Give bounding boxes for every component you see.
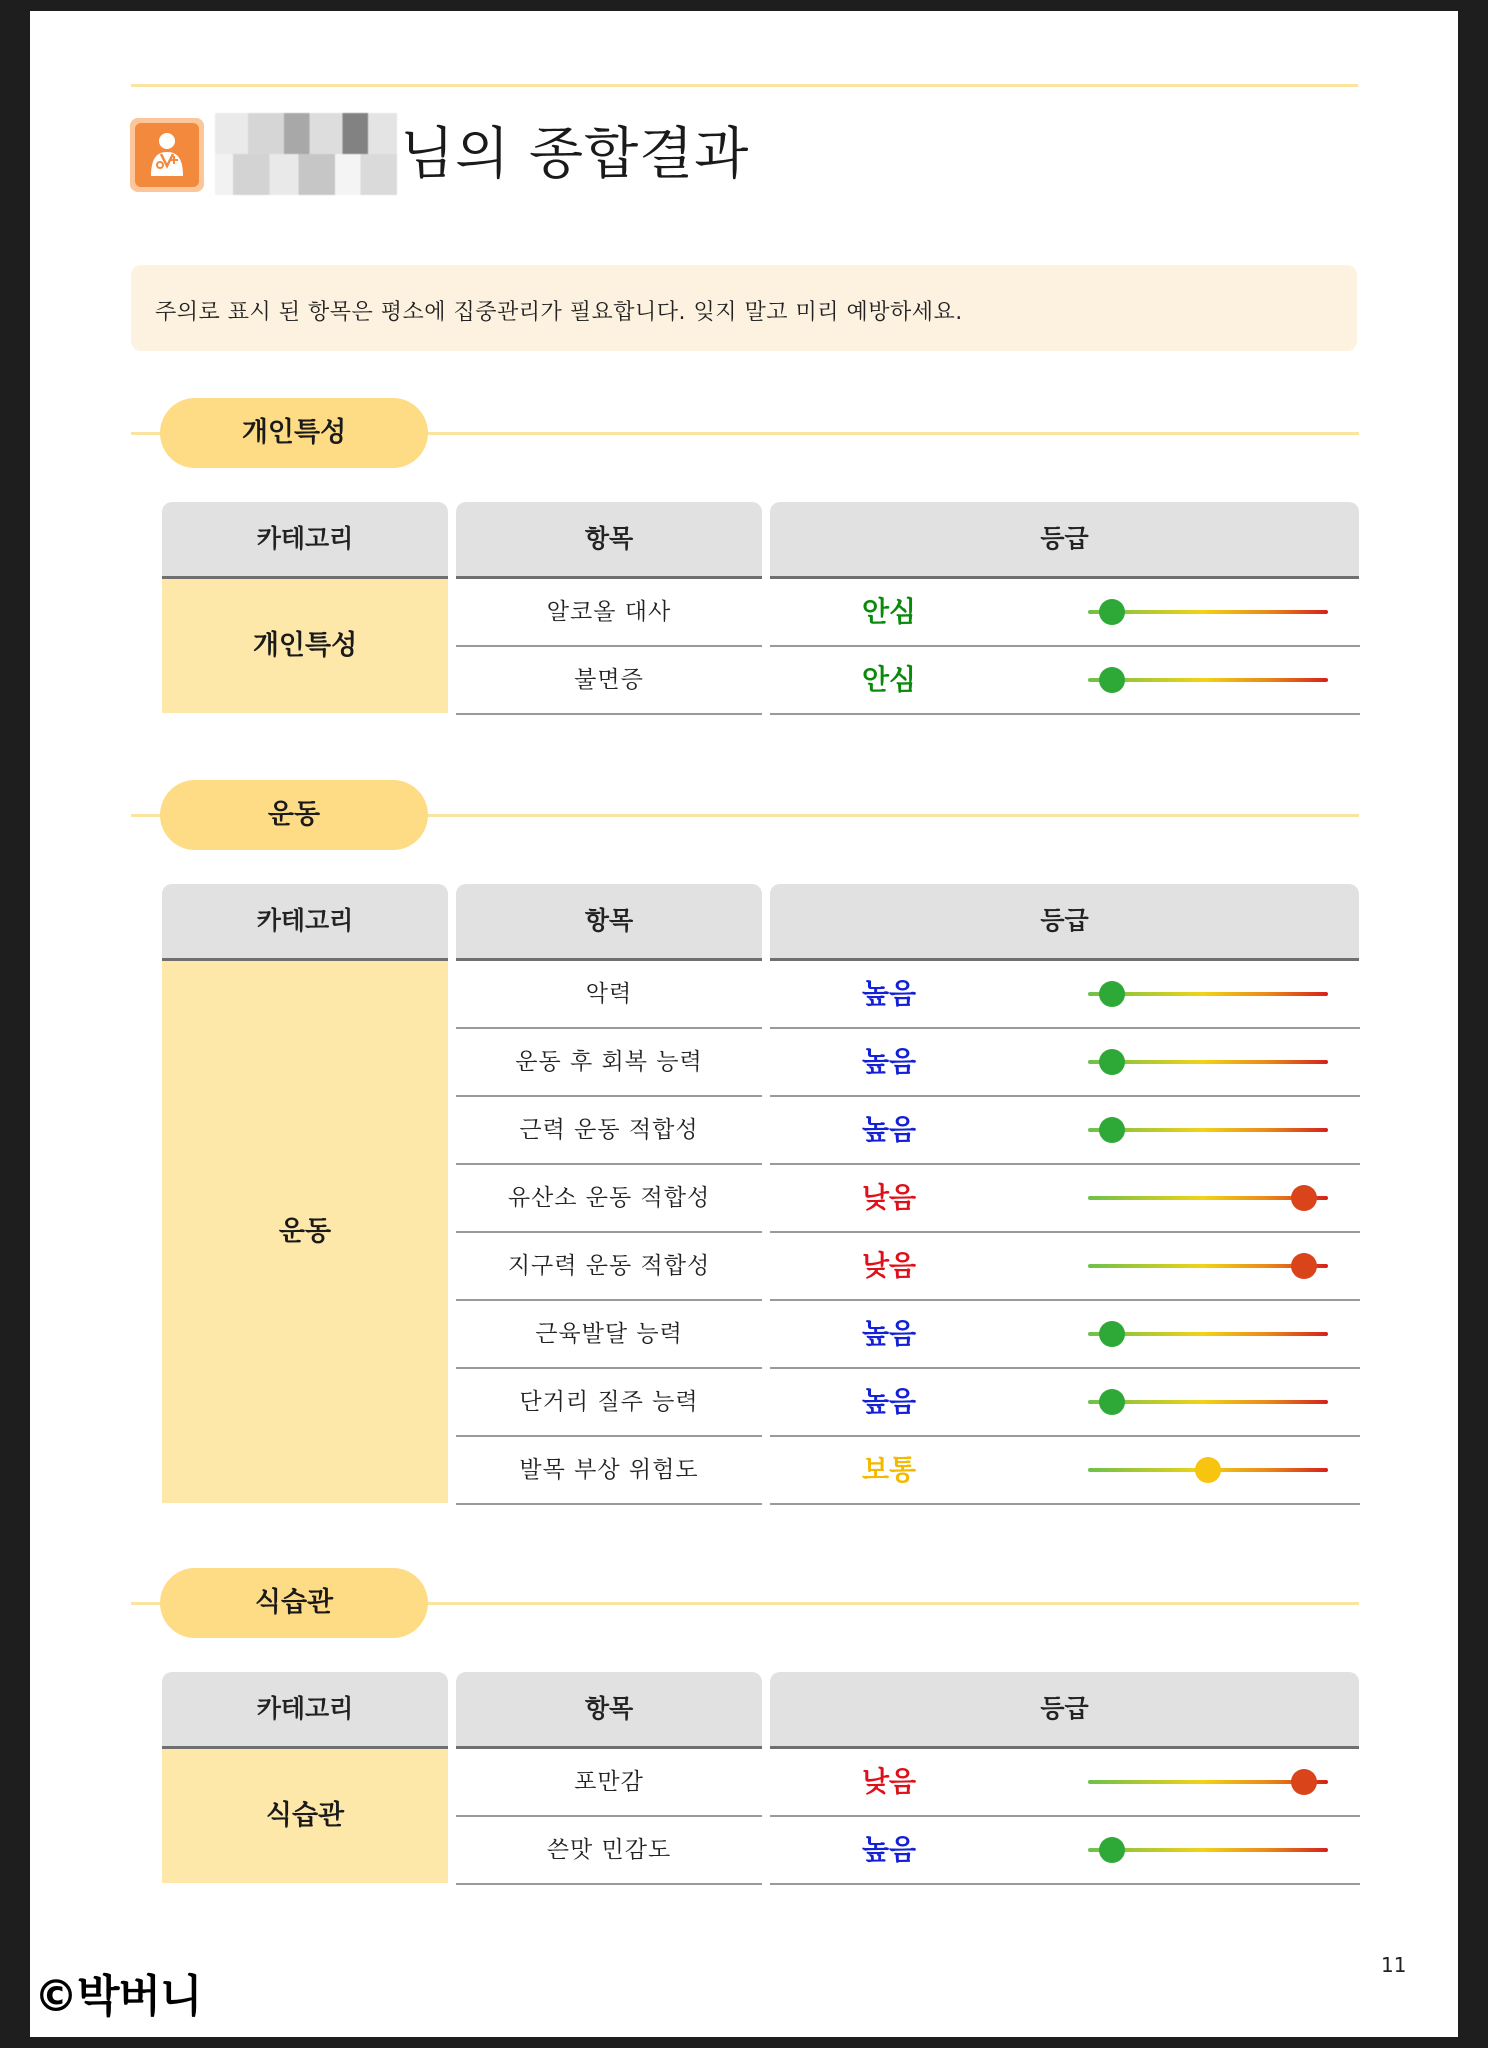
grade-label: 보통 <box>861 1453 917 1486</box>
item-label: 알코올 대사 <box>456 579 762 647</box>
column-header-item: 항목 <box>456 1672 762 1749</box>
column-header-category: 카테고리 <box>162 1672 448 1749</box>
item-label: 쓴맛 민감도 <box>456 1817 762 1885</box>
column-header-item: 항목 <box>456 884 762 961</box>
level-marker <box>1291 1185 1317 1211</box>
grade-label: 높음 <box>861 1833 917 1866</box>
doctor-icon <box>135 123 199 187</box>
item-label: 유산소 운동 적합성 <box>456 1165 762 1233</box>
column-header-category: 카테고리 <box>162 502 448 579</box>
top-divider <box>131 84 1358 87</box>
grade-cell <box>770 1029 1360 1097</box>
level-marker <box>1099 1049 1125 1075</box>
grade-label: 낮음 <box>861 1249 917 1282</box>
item-label: 발목 부상 위험도 <box>456 1437 762 1505</box>
table-row <box>456 1097 1359 1165</box>
column-header-item: 항목 <box>456 502 762 579</box>
level-marker <box>1099 1117 1125 1143</box>
table-row <box>456 1029 1359 1097</box>
table-row <box>456 579 1359 647</box>
grade-label: 높음 <box>861 1045 917 1078</box>
table-row <box>456 1301 1359 1369</box>
page-number: 11 <box>1381 1953 1407 1977</box>
level-marker <box>1099 981 1125 1007</box>
grade-cell <box>770 647 1360 715</box>
column-header-grade: 등급 <box>770 502 1359 579</box>
section-title: 운동 <box>160 780 428 850</box>
table-row <box>456 961 1359 1029</box>
category-cell: 운동 <box>162 961 448 1503</box>
item-label: 근육발달 능력 <box>456 1301 762 1369</box>
item-label: 불면증 <box>456 647 762 715</box>
grade-cell <box>770 1369 1360 1437</box>
section-title: 식습관 <box>160 1568 428 1638</box>
item-label: 지구력 운동 적합성 <box>456 1233 762 1301</box>
item-label: 포만감 <box>456 1749 762 1817</box>
table-row <box>456 1369 1359 1437</box>
grade-cell <box>770 1097 1360 1165</box>
grade-cell <box>770 1437 1360 1505</box>
item-label: 단거리 질주 능력 <box>456 1369 762 1437</box>
watermark: ©박버니 <box>34 1971 202 2022</box>
item-label: 운동 후 회복 능력 <box>456 1029 762 1097</box>
table-row <box>456 1165 1359 1233</box>
grade-cell <box>770 1817 1360 1885</box>
grade-label: 높음 <box>861 977 917 1010</box>
section-title: 개인특성 <box>160 398 428 468</box>
page-title: 님의 종합결과 <box>400 122 750 187</box>
grade-cell <box>770 961 1360 1029</box>
column-header-grade: 등급 <box>770 1672 1359 1749</box>
table-row <box>456 647 1359 715</box>
level-marker <box>1291 1769 1317 1795</box>
avatar <box>130 118 204 192</box>
grade-label: 낮음 <box>861 1765 917 1798</box>
grade-label: 안심 <box>861 595 917 628</box>
grade-label: 높음 <box>861 1385 917 1418</box>
level-marker <box>1099 667 1125 693</box>
report-page <box>30 11 1458 2037</box>
item-label: 악력 <box>456 961 762 1029</box>
grade-cell <box>770 1165 1360 1233</box>
table-row <box>456 1233 1359 1301</box>
grade-label: 높음 <box>861 1317 917 1350</box>
grade-cell <box>770 1749 1360 1817</box>
grade-label: 낮음 <box>861 1181 917 1214</box>
table-row <box>456 1817 1359 1885</box>
item-label: 근력 운동 적합성 <box>456 1097 762 1165</box>
notice-box <box>131 265 1357 351</box>
grade-label: 높음 <box>861 1113 917 1146</box>
grade-cell <box>770 579 1360 647</box>
grade-cell <box>770 1233 1360 1301</box>
category-cell: 개인특성 <box>162 579 448 713</box>
level-marker <box>1291 1253 1317 1279</box>
column-header-category: 카테고리 <box>162 884 448 961</box>
category-cell: 식습관 <box>162 1749 448 1883</box>
redacted-name <box>215 113 397 195</box>
notice-text: 주의로 표시 된 항목은 평소에 집중관리가 필요합니다. 잊지 말고 미리 예방하세요. <box>155 300 963 325</box>
level-marker <box>1195 1457 1221 1483</box>
level-marker <box>1099 1837 1125 1863</box>
column-header-grade: 등급 <box>770 884 1359 961</box>
table-row <box>456 1749 1359 1817</box>
level-marker <box>1099 599 1125 625</box>
grade-label: 안심 <box>861 663 917 696</box>
level-marker <box>1099 1321 1125 1347</box>
level-marker <box>1099 1389 1125 1415</box>
table-row <box>456 1437 1359 1505</box>
grade-cell <box>770 1301 1360 1369</box>
